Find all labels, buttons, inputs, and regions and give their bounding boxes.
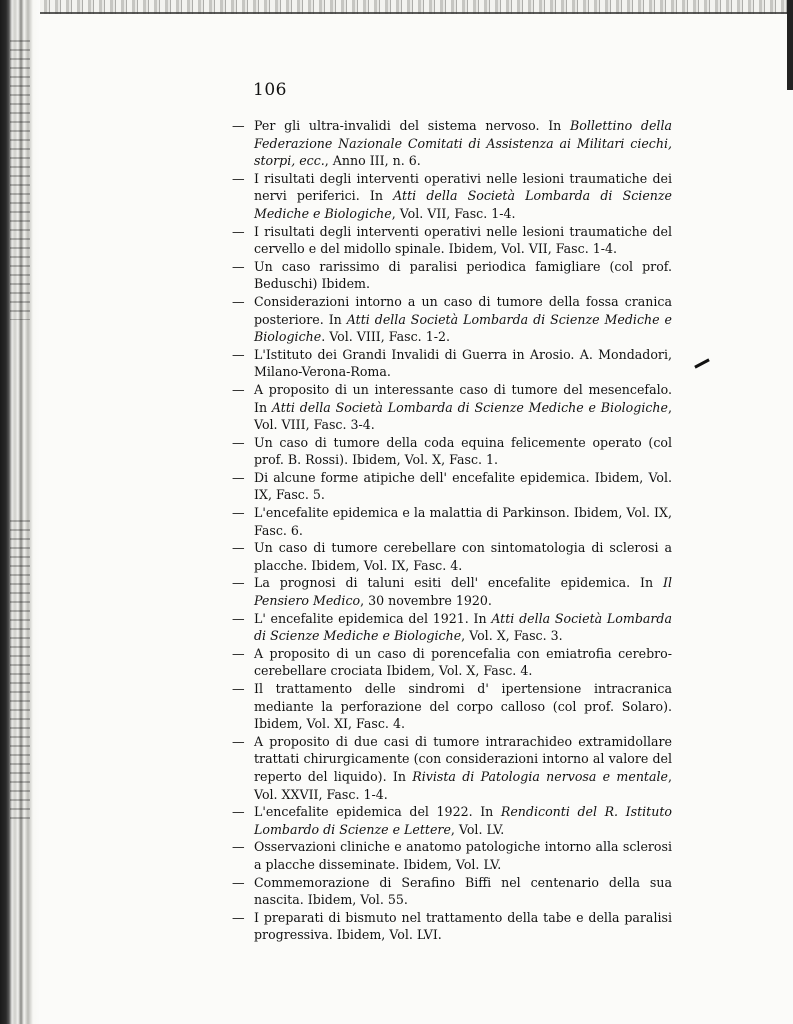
entry-text: L'encefalite epidemica del 1922. In bbox=[254, 804, 501, 820]
entry-text: Un caso di tumore della coda equina felicemente operato (col prof. B. Rossi). Ibidem, Vol. X, Fasc. 1. bbox=[254, 434, 672, 468]
entry-dash: — bbox=[232, 645, 245, 661]
entry-dash: — bbox=[232, 804, 245, 820]
entry-text: L'Istituto dei Grandi Invalidi di Guerra in Arosio. A. Mondadori, Milano-Verona-Roma. bbox=[254, 346, 672, 380]
bibliography-entry bbox=[232, 293, 672, 346]
bibliography-entry bbox=[232, 610, 672, 645]
entry-publication-title: Atti della Società Lombarda di Scienze Mediche e Biologiche bbox=[254, 188, 672, 221]
entry-text: . Vol. VIII, Fasc. 1-2. bbox=[321, 329, 450, 345]
entry-text: Un caso di tumore cerebellare con sintomatologia di sclerosi a placche. Ibidem, Vol. IX, Fasc. 4. bbox=[254, 540, 672, 573]
entry-dash: — bbox=[232, 346, 245, 362]
entry-dash: — bbox=[232, 469, 245, 485]
entry-dash: — bbox=[232, 540, 245, 556]
entry-dash: — bbox=[232, 258, 245, 274]
bibliography-entry bbox=[232, 680, 672, 733]
page-top-rule bbox=[40, 12, 793, 14]
bibliography-entry bbox=[232, 803, 672, 838]
page-number: 106 bbox=[253, 80, 287, 100]
bibliography-entry bbox=[232, 469, 672, 504]
entry-text: A proposito di un interessante caso di tumore del mesencefalo. In bbox=[254, 381, 672, 415]
entry-dash: — bbox=[232, 381, 245, 397]
entry-text: Per gli ultra-invalidi del sistema nervoso. In bbox=[254, 118, 570, 133]
entry-text: La prognosi di taluni esiti dell' encefalite epidemica. In bbox=[254, 575, 663, 591]
entry-publication-title: Bollettino della Federazione Nazionale Comitati di Assistenza ai Militari ciechi, storpi, ecc. bbox=[254, 118, 672, 169]
entry-dash: — bbox=[232, 839, 245, 855]
entry-publication-title: Atti della Società Lombarda di Scienze Mediche e Biologiche bbox=[271, 399, 668, 415]
entry-dash: — bbox=[232, 575, 245, 591]
bibliography-entry bbox=[232, 539, 672, 574]
bibliography-entry bbox=[232, 645, 672, 680]
entry-text: A proposito di un caso di porencefalia con emiatrofia cerebro-cerebellare crociata Ibidem, Vol. X, Fasc. 4. bbox=[254, 645, 672, 679]
entry-text: Il trattamento delle sindromi d' ipertensione intracranica mediante la perforazione del corpo calloso (col prof. Solaro). Ibidem, Vol. XI, Fasc. 4. bbox=[254, 681, 672, 732]
entry-text: , Vol. LV. bbox=[450, 821, 505, 837]
entry-text: Di alcune forme atipiche dell' encefalite epidemica. Ibidem, Vol. IX, Fasc. 5. bbox=[254, 469, 672, 503]
entry-text: Osservazioni cliniche e anatomo patologiche intorno alla sclerosi a placche disseminate. Ibidem, Vol. LV. bbox=[254, 839, 672, 872]
entry-text: Un caso rarissimo di paralisi periodica famigliare (col prof. Beduschi) Ibidem. bbox=[254, 258, 672, 292]
entry-publication-title: Il Pensiero Medico bbox=[254, 575, 672, 609]
bibliography-list bbox=[232, 117, 672, 944]
bibliography-entry bbox=[232, 909, 672, 944]
entry-text: , Vol. VIII, Fasc. 3-4. bbox=[254, 399, 672, 433]
entry-dash: — bbox=[232, 170, 245, 186]
entry-dash: — bbox=[232, 223, 245, 239]
entry-publication-title: Atti della Società Lombarda di Scienze Mediche e Biologiche bbox=[254, 311, 672, 345]
entry-publication-title: Atti della Società Lombarda di Scienze Mediche e Biologiche bbox=[254, 610, 672, 644]
entry-text: A proposito di due casi di tumore intrarachideo extramidollare trattati chirurgicamente (con considerazioni intorno al valore del reperto del liquido). In bbox=[254, 733, 672, 784]
bibliography-entry bbox=[232, 223, 672, 258]
entry-text: , Vol. XXVII, Fasc. 1-4. bbox=[254, 768, 672, 802]
bibliography-entry bbox=[232, 434, 672, 469]
entry-dash: — bbox=[232, 434, 245, 450]
binding-texture bbox=[10, 520, 30, 820]
bibliography-entry bbox=[232, 258, 672, 293]
entry-text: L'encefalite epidemica e la malattia di Parkinson. Ibidem, Vol. IX, Fasc. 6. bbox=[254, 505, 672, 538]
entry-dash: — bbox=[232, 874, 245, 890]
entry-dash: — bbox=[232, 909, 245, 925]
bibliography-entry bbox=[232, 733, 672, 803]
entry-text: I preparati di bismuto nel trattamento della tabe e della paralisi progressiva. Ibidem, Vol. LVI. bbox=[254, 909, 672, 943]
entry-dash: — bbox=[232, 681, 245, 696]
entry-dash: — bbox=[232, 293, 245, 309]
page-right-shadow bbox=[787, 0, 793, 90]
bibliography-entry bbox=[232, 574, 672, 609]
bibliography-entry bbox=[232, 381, 672, 434]
margin-pencil-mark bbox=[694, 358, 710, 368]
entry-text: , Anno III, n. 6. bbox=[324, 153, 421, 169]
binding-texture bbox=[10, 40, 30, 320]
entry-text: Considerazioni intorno a un caso di tumore della fossa cranica posteriore. In bbox=[254, 293, 672, 327]
entry-text: L' encefalite epidemica del 1921. In bbox=[254, 610, 492, 626]
entry-publication-title: Rivista di Patologia nervosa e mentale bbox=[412, 768, 668, 784]
entry-dash: — bbox=[232, 505, 245, 521]
bibliography-entry bbox=[232, 504, 672, 539]
bibliography-entry bbox=[232, 170, 672, 223]
bibliography-entry bbox=[232, 838, 672, 873]
entry-text: , Vol. X, Fasc. 3. bbox=[461, 628, 563, 644]
bibliography-entry bbox=[232, 117, 672, 170]
entry-dash: — bbox=[232, 733, 245, 749]
entry-publication-title: Rendiconti del R. Istituto Lombardo di Scienze e Lettere bbox=[254, 804, 672, 837]
entry-dash: — bbox=[232, 610, 245, 626]
bibliography-entry bbox=[232, 346, 672, 381]
entry-text: , Vol. VII, Fasc. 1-4. bbox=[391, 205, 516, 221]
entry-text: Commemorazione di Serafino Biffi nel centenario della sua nascita. Ibidem, Vol. 55. bbox=[254, 874, 672, 908]
bibliography-entry bbox=[232, 874, 672, 909]
entry-text: I risultati degli interventi operativi nelle lesioni traumatiche del cervello e del midollo spinale. Ibidem, Vol. VII, Fasc. 1-4. bbox=[254, 223, 672, 257]
entry-text: I risultati degli interventi operativi nelle lesioni traumatiche dei nervi periferici. In bbox=[254, 170, 672, 204]
entry-text: , 30 novembre 1920. bbox=[360, 593, 492, 609]
entry-dash: — bbox=[232, 118, 245, 133]
